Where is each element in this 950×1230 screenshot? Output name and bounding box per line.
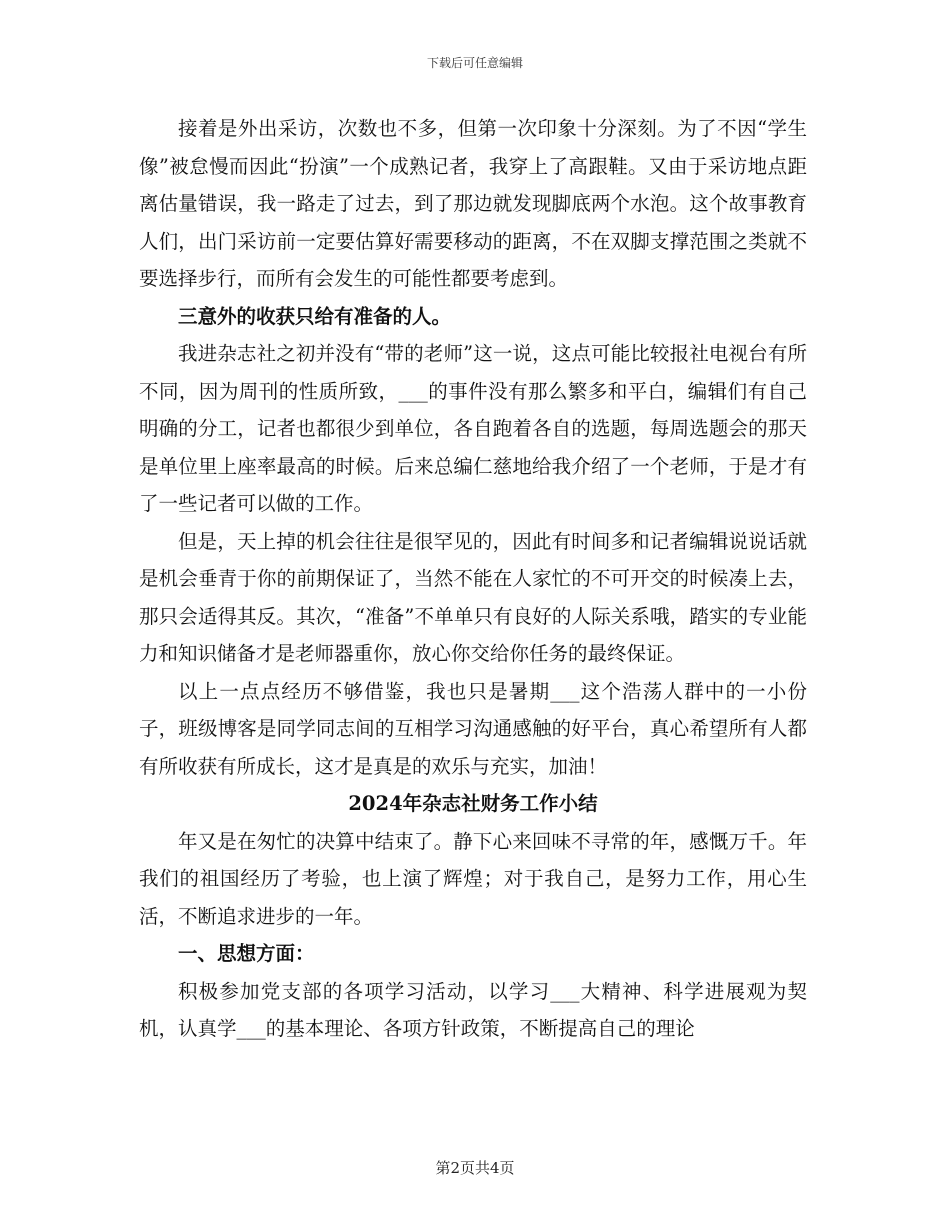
paragraph-year-summary: 年又是在匆忙的决算中结束了。静下心来回味不寻常的年，感慨万千。年我们的祖国经历了考验，也上演了辉煌；对于我自己，是努力工作，用心生活，不断追求进步的一年。 xyxy=(139,829,807,928)
paragraph-study: 积极参加党支部的各项学习活动，以学习___大精神、科学进展观为契机，认真学___的基本理论、各项方针政策，不断提高自己的理论 xyxy=(139,979,807,1040)
document-body xyxy=(139,110,807,1048)
section-heading-ideology: 一、思想方面： xyxy=(178,942,315,965)
paragraph-interview: 接着是外出采访，次数也不多，但第一次印象十分深刻。为了不因“学生像”被怠慢而因此“扮演”一个成熟记者，我穿上了高跟鞋。又由于采访地点距离估量错误，我一路走了过去，到了那边就发现脚底两个水泡。这个故事教育人们，出门采访前一定要估算好需要移动的距离，不在双脚支撑范围之类就不要选择步行，而所有会发生的可能性都要考虑到。 xyxy=(139,117,807,290)
page-header: 下载后可任意编辑 xyxy=(426,56,523,70)
paragraph-conclusion: 以上一点点经历不够借鉴，我也只是暑期___这个浩荡人群中的一小份子，班级博客是同学同志间的互相学习沟通感触的好平台，真心希望所有人都有所收获有所成长，这才是真是的欢乐与充实，加油！ xyxy=(139,679,807,778)
page-footer: 第2页共4页 xyxy=(435,1159,515,1177)
paragraph-opportunity: 但是，天上掉的机会往往是很罕见的，因此有时间多和记者编辑说说话就是机会垂青于你的前期保证了，当然不能在人家忙的不可开交的时候凑上去，那只会适得其反。其次，“准备”不单单只有良好的人际关系哦，踏实的专业能力和知识储备才是老师器重你，放心你交给你任务的最终保证。 xyxy=(139,529,807,665)
document-title: 2024年杂志社财务工作小结 xyxy=(348,792,598,815)
section-heading-preparation: 三意外的收获只给有准备的人。 xyxy=(178,304,452,328)
paragraph-no-mentor: 我进杂志社之初并没有“带的老师”这一说，这点可能比较报社电视台有所不同，因为周刊的性质所致，___的事件没有那么繁多和平白，编辑们有自己明确的分工，记者也都很少到单位，各自跑着各自的选题，每周选题会的那天是单位里上座率最高的时候。后来总编仁慈地给我介绍了一个老师，于是才有了一些记者可以做的工作。 xyxy=(139,342,807,515)
